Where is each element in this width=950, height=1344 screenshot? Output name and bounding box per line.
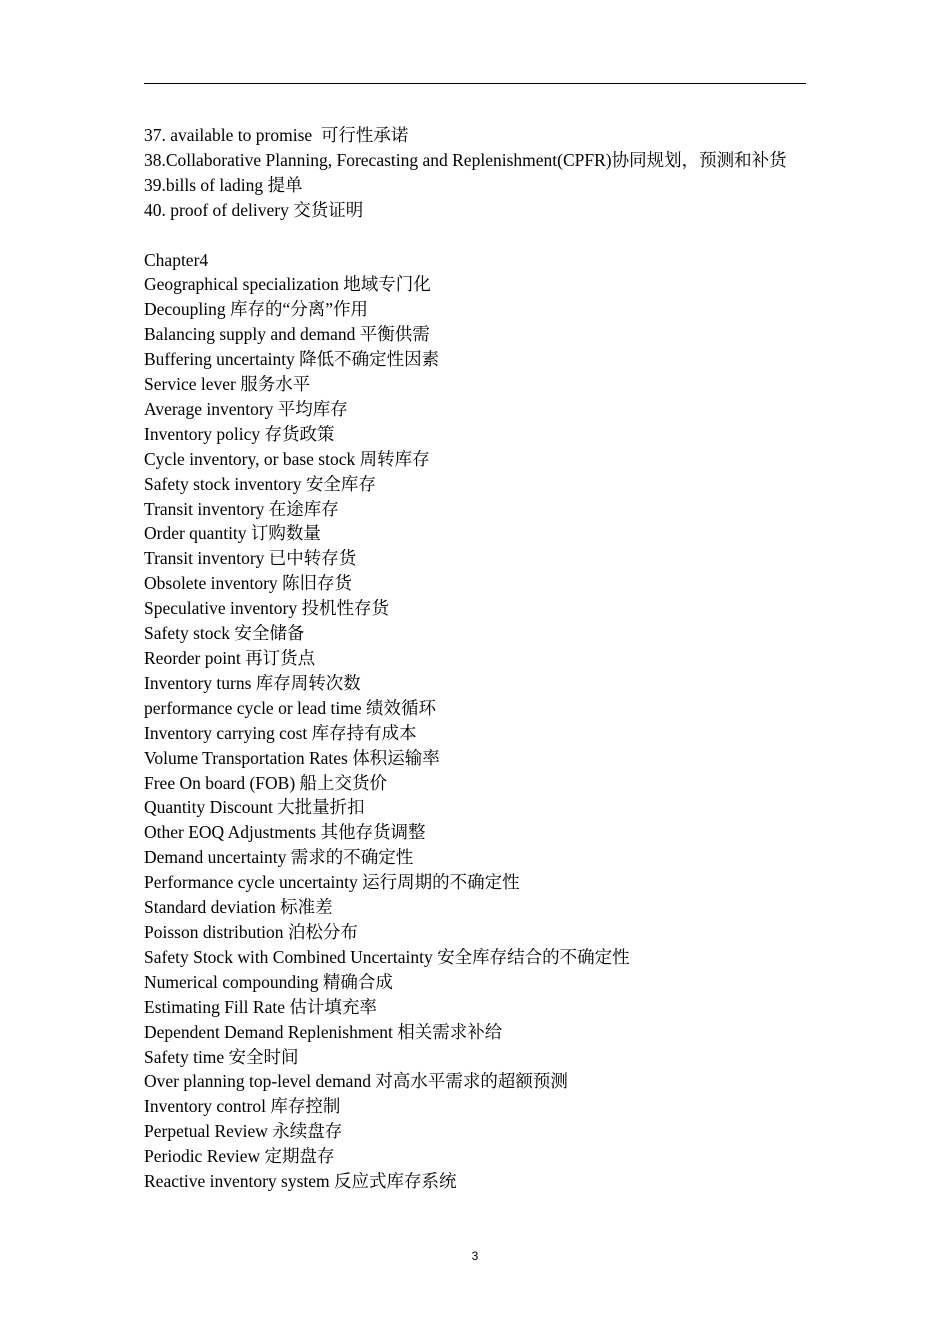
chapter-term-list xyxy=(144,272,808,1194)
term-line: Performance cycle uncertainty 运行周期的不确定性 xyxy=(144,872,520,893)
term-line: Inventory carrying cost 库存持有成本 xyxy=(144,722,417,743)
term-line: Cycle inventory, or base stock 周转库存 xyxy=(144,448,430,469)
term-line: Poisson distribution 泊松分布 xyxy=(144,921,358,942)
term-line: Safety stock 安全储备 xyxy=(144,623,305,644)
term-line: Estimating Fill Rate 估计填充率 xyxy=(144,996,377,1017)
term-line: Geographical specialization 地域专门化 xyxy=(144,274,431,295)
term-line: Free On board (FOB) 船上交货价 xyxy=(144,772,388,793)
term-line: Volume Transportation Rates 体积运输率 xyxy=(144,747,440,768)
term-line: Safety Stock with Combined Uncertainty 安全库存结合的不确定性 xyxy=(144,946,630,967)
term-line: 39.bills of lading 提单 xyxy=(144,174,303,195)
term-line: Order quantity 订购数量 xyxy=(144,523,321,544)
term-line: Inventory control 库存控制 xyxy=(144,1096,341,1117)
term-line: Dependent Demand Replenishment 相关需求补给 xyxy=(144,1021,503,1042)
blank-line xyxy=(144,223,808,248)
term-line: Buffering uncertainty 降低不确定性因素 xyxy=(144,349,440,370)
term-line: Transit inventory 已中转存货 xyxy=(144,548,357,569)
term-line: Reorder point 再订货点 xyxy=(144,648,316,669)
term-line: 38.Collaborative Planning, Forecasting and Replenishment(CPFR)协同规划，预测和补货 xyxy=(144,149,787,170)
term-line: 40. proof of delivery 交货证明 xyxy=(144,199,364,220)
term-line: Demand uncertainty 需求的不确定性 xyxy=(144,847,414,868)
term-line: Standard deviation 标准差 xyxy=(144,897,333,918)
term-line: Reactive inventory system 反应式库存系统 xyxy=(144,1171,457,1192)
term-line: Quantity Discount 大批量折扣 xyxy=(144,797,365,818)
term-line: Numerical compounding 精确合成 xyxy=(144,971,393,992)
page-number: 3 xyxy=(471,1249,479,1263)
term-line: Decoupling 库存的“分离”作用 xyxy=(144,299,369,320)
term-line: Transit inventory 在途库存 xyxy=(144,498,339,519)
term-line: 37. available to promise 可行性承诺 xyxy=(144,125,409,145)
page-content xyxy=(144,123,808,1194)
term-line: Inventory policy 存货政策 xyxy=(144,423,335,444)
term-line: Obsolete inventory 陈旧存货 xyxy=(144,573,353,594)
term-line: performance cycle or lead time 绩效循环 xyxy=(144,697,437,718)
term-line: Speculative inventory 投机性存货 xyxy=(144,598,389,619)
term-line: Periodic Review 定期盘存 xyxy=(144,1146,335,1167)
term-line: Other EOQ Adjustments 其他存货调整 xyxy=(144,822,426,843)
chapter-title: Chapter4 xyxy=(144,249,209,270)
term-line: Balancing supply and demand 平衡供需 xyxy=(144,324,430,345)
term-line: Safety time 安全时间 xyxy=(144,1046,299,1067)
term-line: Over planning top-level demand 对高水平需求的超额预测 xyxy=(144,1071,568,1092)
term-line: Average inventory 平均库存 xyxy=(144,398,348,419)
term-line: Safety stock inventory 安全库存 xyxy=(144,473,376,494)
term-line: Inventory turns 库存周转次数 xyxy=(144,672,361,693)
term-line: Perpetual Review 永续盘存 xyxy=(144,1121,343,1142)
intro-list xyxy=(144,123,808,223)
term-line: Service lever 服务水平 xyxy=(144,374,311,395)
header-rule xyxy=(144,83,806,84)
